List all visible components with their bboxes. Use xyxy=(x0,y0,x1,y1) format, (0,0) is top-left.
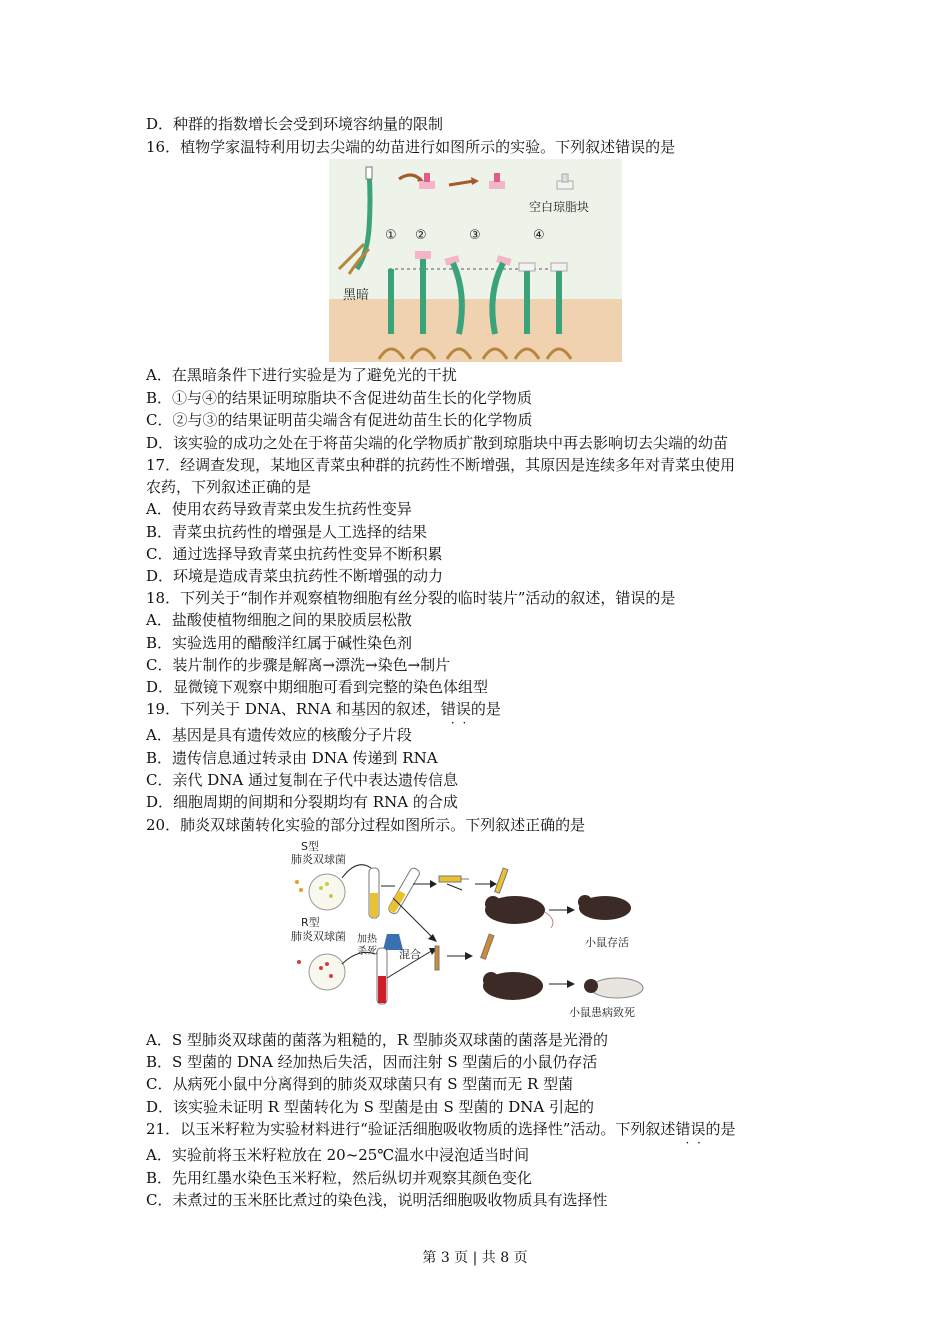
option-17b: B．青菜虫抗药性的增强是人工选择的结果 xyxy=(146,523,428,541)
option-20c: C．从病死小鼠中分离得到的肺炎双球菌只有 S 型菌而无 R 型菌 xyxy=(146,1075,574,1093)
option-18a: A．盐酸使植物细胞之间的果胶质层松散 xyxy=(146,611,412,629)
option-20b: B．S 型菌的 DNA 经加热后失活，因而注射 S 型菌后的小鼠仍存活 xyxy=(146,1053,598,1071)
option-17a: A．使用农药导致青菜虫发生抗药性变异 xyxy=(146,500,412,518)
option-18b: B．实验选用的醋酸洋红属于碱性染色剂 xyxy=(146,634,413,652)
went-experiment-figure xyxy=(329,159,622,362)
option-19c: C．亲代 DNA 通过复制在子代中表达遗传信息 xyxy=(146,771,458,789)
option-19a: A．基因是具有遗传效应的核酸分子片段 xyxy=(146,726,412,744)
page-footer: 第 3 页 | 共 8 页 xyxy=(422,1250,528,1266)
question-16: 16．植物学家温特利用切去尖端的幼苗进行如图所示的实验。下列叙述错误的是 xyxy=(146,138,676,156)
marker-1: ① xyxy=(385,228,397,243)
option-21a: A．实验前将玉米籽粒放在 20~25℃温水中浸泡适当时间 xyxy=(146,1146,530,1164)
dark-label: 黑暗 xyxy=(343,288,370,303)
option-15d: D．种群的指数增长会受到环境容纳量的限制 xyxy=(146,115,444,133)
option-19d: D．细胞周期的间期和分裂期均有 RNA 的合成 xyxy=(146,793,458,811)
question-17: 17．经调查发现，某地区青菜虫种群的抗药性不断增强，其原因是连续多年对青菜虫使用 xyxy=(146,456,736,474)
r-type-bacteria-label: 肺炎双球菌 xyxy=(291,930,346,943)
r-type-label: R型 xyxy=(301,916,320,929)
marker-2: ② xyxy=(415,228,427,243)
question-19: 19．下列关于 DNA、RNA 和基因的叙述，错误 · ·的是 xyxy=(146,699,501,719)
option-17d: D．环境是造成青菜虫抗药性不断增强的动力 xyxy=(146,567,444,585)
option-16b: B．①与④的结果证明琼脂块不含促进幼苗生长的化学物质 xyxy=(146,389,533,407)
option-21b: B．先用红墨水染色玉米籽粒，然后纵切并观察其颜色变化 xyxy=(146,1169,533,1187)
option-16d: D．该实验的成功之处在于将苗尖端的化学物质扩散到琼脂块中再去影响切去尖端的幼苗 xyxy=(146,434,729,452)
question-21: 21．以玉米籽粒为实验材料进行“验证活细胞吸收物质的选择性”活动。下列叙述错误 · ·的是 xyxy=(146,1119,735,1139)
marker-3: ③ xyxy=(469,228,481,243)
option-18c: C．装片制作的步骤是解离→漂洗→染色→制片 xyxy=(146,656,451,674)
mix-label: 混合 xyxy=(399,948,421,961)
question-17-cont: 农药，下列叙述正确的是 xyxy=(146,478,312,496)
option-16a: A．在黑暗条件下进行实验是为了避免光的干扰 xyxy=(146,366,457,384)
question-18: 18．下列关于“制作并观察植物细胞有丝分裂的临时装片”活动的叙述，错误的是 xyxy=(146,589,676,607)
option-18d: D．显微镜下观察中期细胞可看到完整的染色体组型 xyxy=(146,678,489,696)
marker-4: ④ xyxy=(533,228,545,243)
kill-label: 杀死 xyxy=(357,946,377,957)
option-20d: D．该实验未证明 R 型菌转化为 S 型菌是由 S 型菌的 DNA 引起的 xyxy=(146,1098,595,1116)
question-20: 20．肺炎双球菌转化实验的部分过程如图所示。下列叙述正确的是 xyxy=(146,816,586,834)
option-20a: A．S 型肺炎双球菌的菌落为粗糙的，R 型肺炎双球菌的菌落是光滑的 xyxy=(146,1031,608,1049)
heat-label: 加热 xyxy=(357,934,377,945)
mouse-alive-label: 小鼠存活 xyxy=(585,936,629,949)
mouse-dead-label: 小鼠患病致死 xyxy=(569,1006,635,1019)
option-17c: C．通过选择导致青菜虫抗药性变异不断积累 xyxy=(146,545,443,563)
transformation-experiment-figure xyxy=(287,838,660,1022)
s-type-label: S型 xyxy=(301,840,319,853)
option-19b: B．遗传信息通过转录由 DNA 传递到 RNA xyxy=(146,749,438,767)
s-type-bacteria-label: 肺炎双球菌 xyxy=(291,853,346,866)
blank-agar-label: 空白琼脂块 xyxy=(529,200,590,214)
option-16c: C．②与③的结果证明苗尖端含有促进幼苗生长的化学物质 xyxy=(146,411,533,429)
option-21c: C．未煮过的玉米胚比煮过的染色浅，说明活细胞吸收物质具有选择性 xyxy=(146,1191,608,1209)
